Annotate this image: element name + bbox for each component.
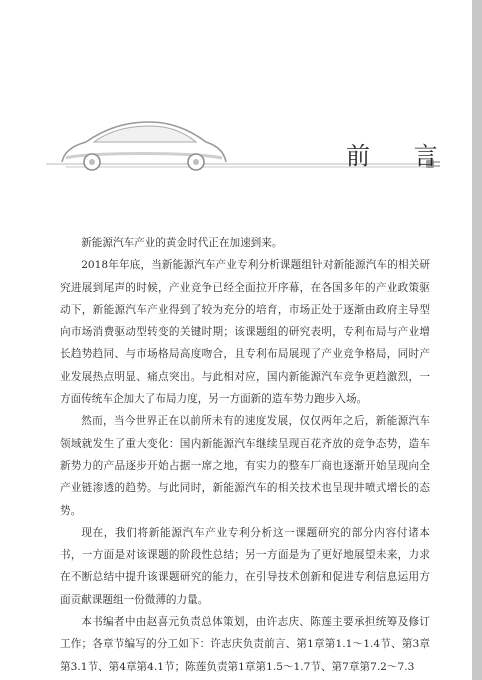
paragraph: 新能源汽车产业的黄金时代正在加速到来。	[81, 237, 283, 249]
page-title: 前 言	[346, 142, 456, 170]
paragraph: 本书编者中由赵喜元负责总体策划，由许志庆、陈莲主要承担统筹及修订工作；各章节编写的分工如下：许志庆负责前言、第1章第1.1～1.4节、第3章第3.1节、第4章第4.1节；陈莲负责第1章第1.5～1.7节、第7章第7.2～7.3	[60, 616, 430, 673]
paragraph: 然而，当今世界正在以前所未有的速度发展，仅仅两年之后，新能源汽车领域就发生了重大变化：国内新能源汽车继续呈现百花齐放的竞争态势，造车新势力的产品逐步开始占据一席之地，有实力的整车厂商也逐渐开始呈现向全产业链渗透的趋势。与此同时，新能源汽车的相关技术也呈现井喷式增长的态势。	[60, 415, 430, 517]
paragraph: 2018年年底，当新能源汽车产业专利分析课题组针对新能源汽车的相关研究进展到尾声的时候，产业竞争已经全面拉开序幕，在各国多年的产业政策驱动下，新能源汽车产业得到了较为充分的培育，市场正处于逐渐由政府主导型向市场消费驱动型转变的关键时期；该课题组的研究表明，专利布局与产业增长趋势趋同、与市场格局高度吻合，且专利布局展现了产业竞争格局，同时产业发展热点明显、痛点突出。与此相对应，国内新能源汽车竞争更趋激烈，一方面传统车企加大了布局力度，另一方面新的造车势力跑步入场。	[60, 259, 430, 406]
preface-body	[60, 232, 430, 678]
paragraph: 现在，我们将新能源汽车产业专利分析这一课题研究的部分内容付诸本书，一方面是对该课题的阶段性总结；另一方面是为了更好地展望未来，力求在不断总结中提升该课题研究的能力，在引导技术创新和促进专利信息运用方面贡献课题组一份微薄的力量。	[60, 526, 430, 606]
page-edge-bar	[472, 0, 482, 680]
